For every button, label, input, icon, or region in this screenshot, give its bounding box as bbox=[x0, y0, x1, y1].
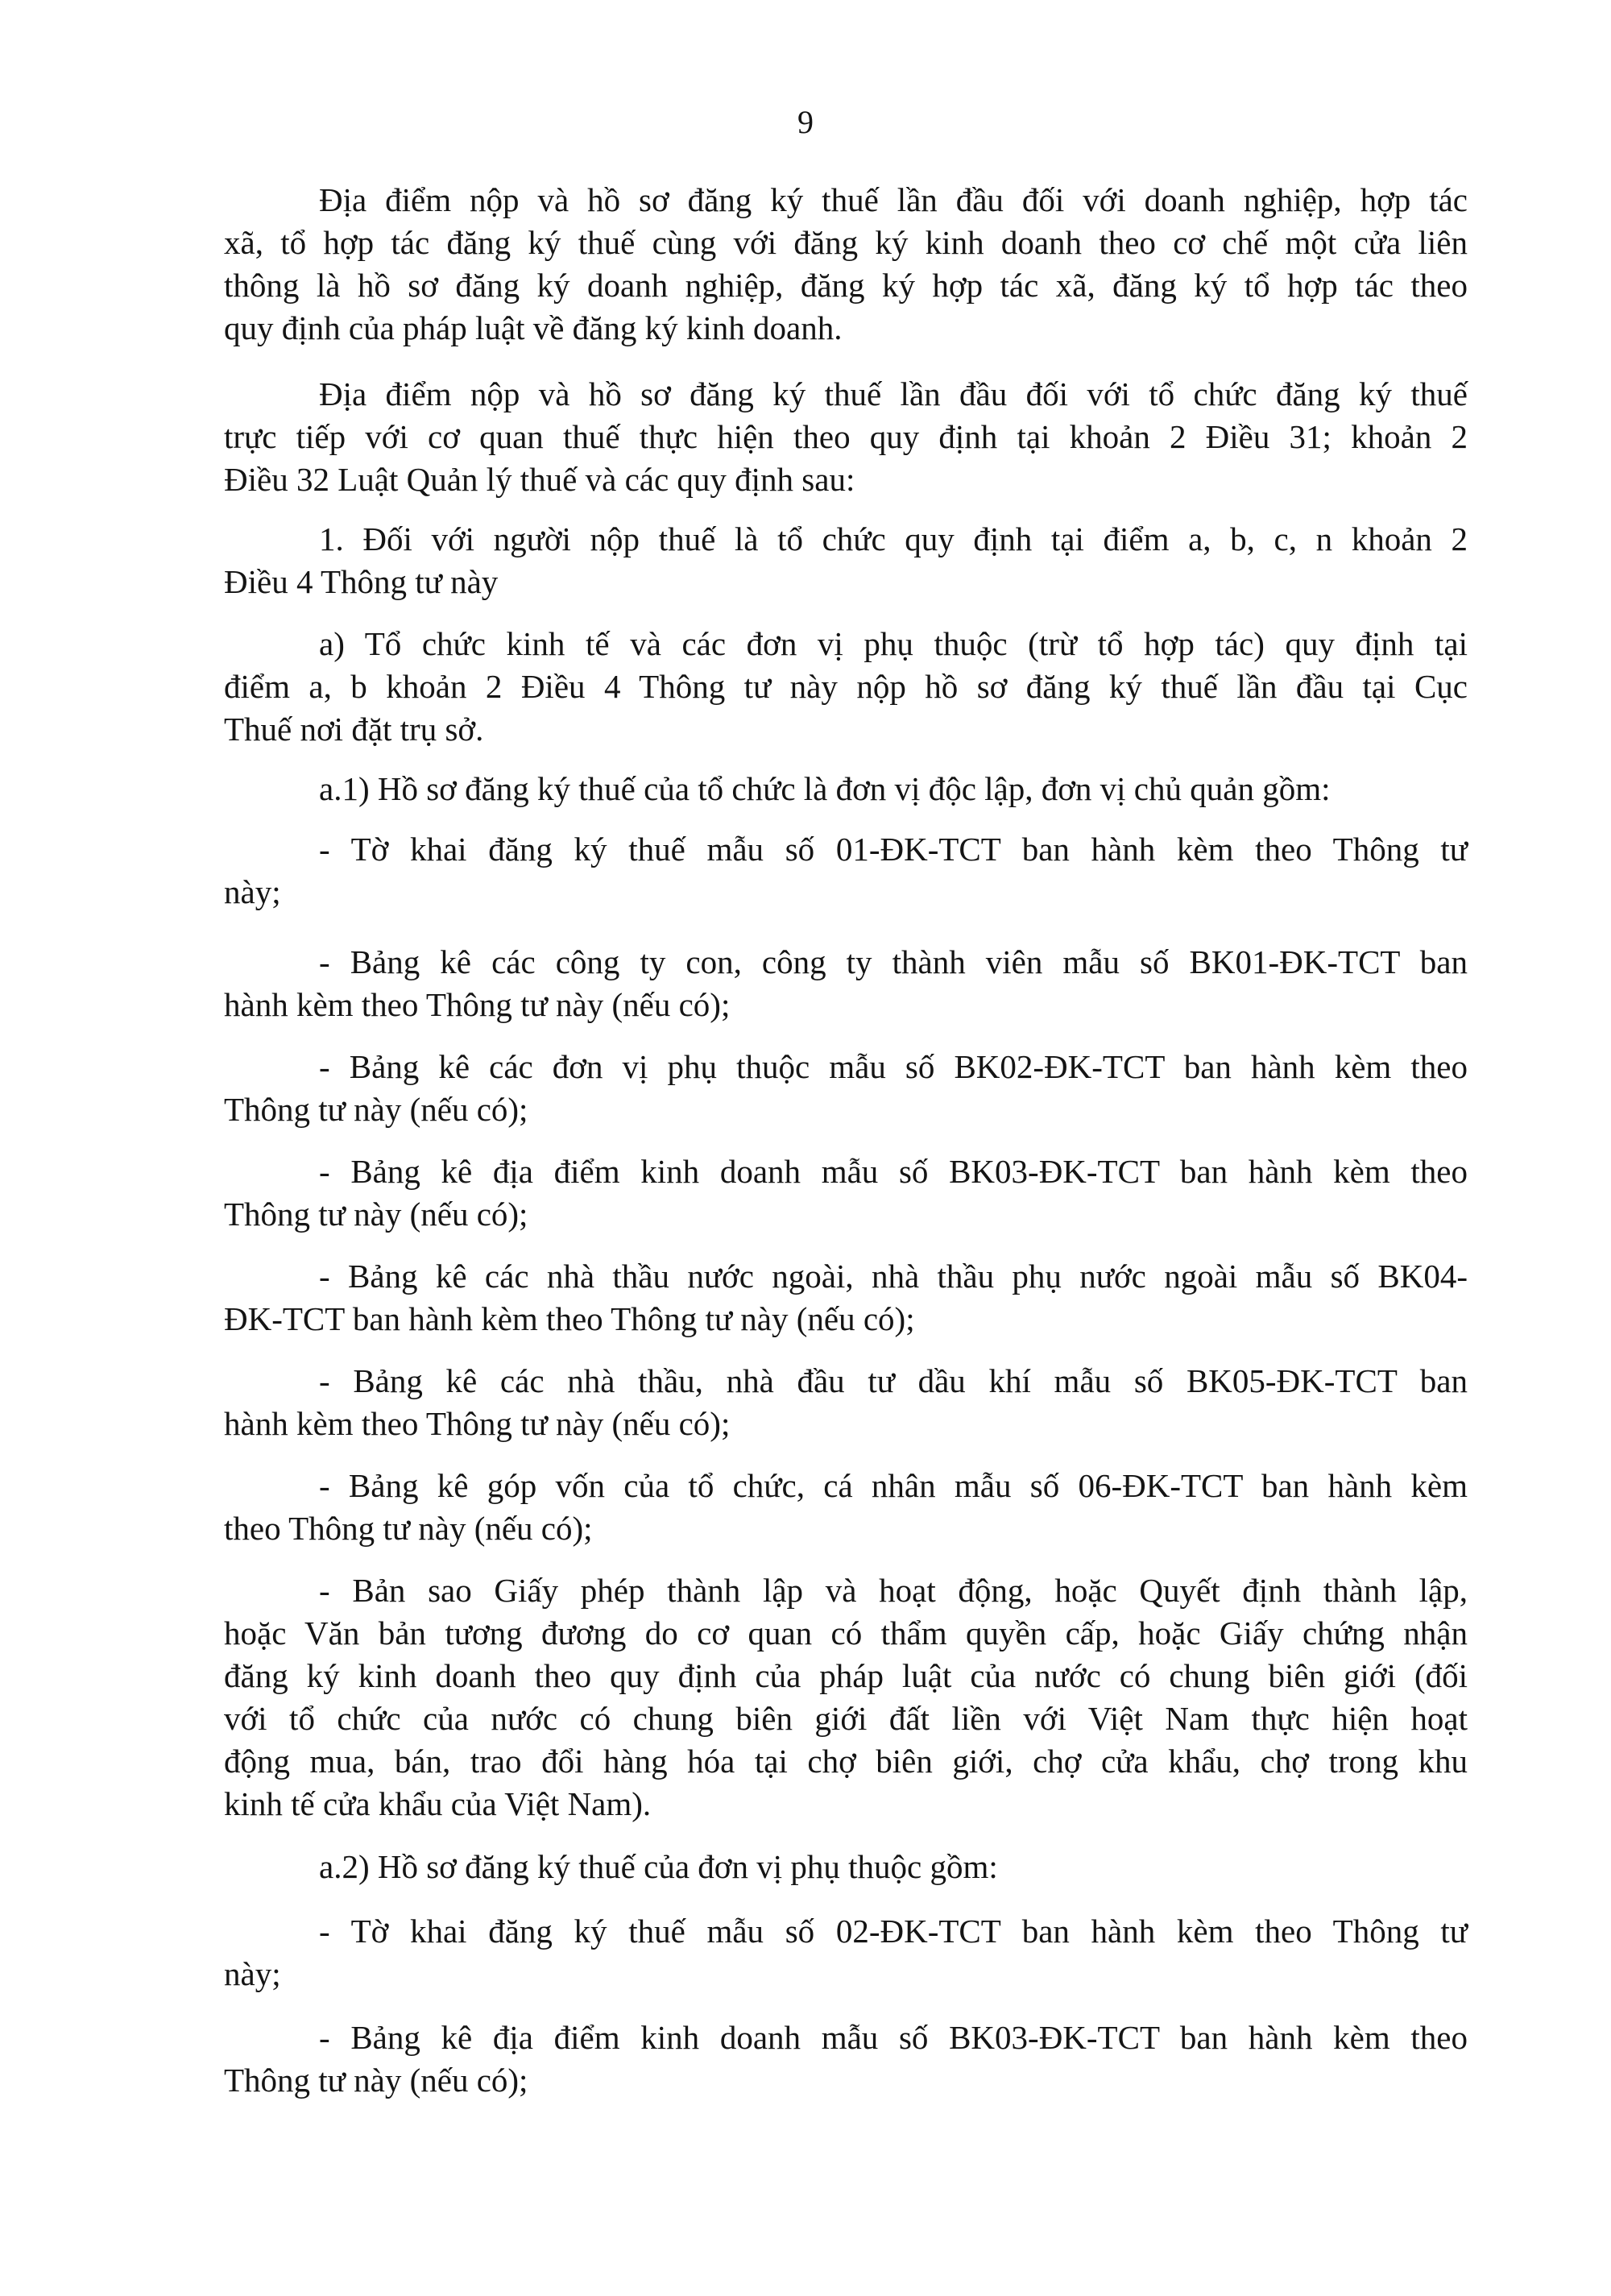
list-item-bk03-a2 bbox=[224, 2016, 1468, 2102]
text-line: a.2) Hồ sơ đăng ký thuế của đơn vị phụ thuộc gồm: bbox=[319, 1848, 998, 1885]
text-line: - Bảng kê góp vốn của tổ chức, cá nhân mẫu số 06-ĐK-TCT ban hành kèm bbox=[319, 1467, 1468, 1504]
text-line: - Bản sao Giấy phép thành lập và hoạt động, hoặc Quyết định thành lập, bbox=[319, 1572, 1468, 1609]
text-line: hành kèm theo Thông tư này (nếu có); bbox=[224, 986, 731, 1023]
text-line: - Bảng kê địa điểm kinh doanh mẫu số BK03-ĐK-TCT ban hành kèm theo bbox=[319, 1153, 1468, 1190]
text-line: - Tờ khai đăng ký thuế mẫu số 02-ĐK-TCT ban hành kèm theo Thông tư bbox=[319, 1913, 1468, 1950]
text-line: - Bảng kê các công ty con, công ty thành viên mẫu số BK01-ĐK-TCT ban bbox=[319, 943, 1468, 980]
section-item-a1 bbox=[224, 768, 1468, 810]
text-line: - Tờ khai đăng ký thuế mẫu số 01-ĐK-TCT ban hành kèm theo Thông tư bbox=[319, 831, 1468, 868]
list-item-bk04 bbox=[224, 1255, 1468, 1341]
text-line: với tổ chức của nước có chung biên giới đất liền với Việt Nam thực hiện hoạt bbox=[224, 1700, 1468, 1737]
text-line: - Bảng kê các nhà thầu, nhà đầu tư dầu khí mẫu số BK05-ĐK-TCT ban bbox=[319, 1362, 1468, 1399]
text-line: - Bảng kê địa điểm kinh doanh mẫu số BK03-ĐK-TCT ban hành kèm theo bbox=[319, 2019, 1468, 2056]
text-line: Thuế nơi đặt trụ sở. bbox=[224, 711, 484, 748]
text-line: Điều 32 Luật Quản lý thuế và các quy định sau: bbox=[224, 461, 855, 498]
text-line: - Bảng kê các nhà thầu nước ngoài, nhà thầu phụ nước ngoài mẫu số BK04- bbox=[319, 1258, 1468, 1295]
text-line: trực tiếp với cơ quan thuế thực hiện theo quy định tại khoản 2 Điều 31; khoản 2 bbox=[224, 418, 1468, 455]
paragraph-intro-1 bbox=[224, 179, 1468, 350]
text-line: kinh tế cửa khẩu của Việt Nam). bbox=[224, 1785, 652, 1822]
text-line: a.1) Hồ sơ đăng ký thuế của tổ chức là đơn vị độc lập, đơn vị chủ quản gồm: bbox=[319, 770, 1331, 807]
section-item-1a bbox=[224, 623, 1468, 751]
text-line: Địa điểm nộp và hồ sơ đăng ký thuế lần đầu đối với tổ chức đăng ký thuế bbox=[319, 375, 1468, 412]
paragraph-intro-2 bbox=[224, 373, 1468, 501]
list-item-bk01 bbox=[224, 941, 1468, 1026]
text-line: này; bbox=[224, 873, 281, 910]
section-item-a2 bbox=[224, 1846, 1468, 1888]
list-item-bk03 bbox=[224, 1150, 1468, 1236]
text-line: Điều 4 Thông tư này bbox=[224, 563, 499, 600]
text-line: động mua, bán, trao đổi hàng hóa tại chợ biên giới, chợ cửa khẩu, chợ trong khu bbox=[224, 1743, 1468, 1780]
text-line: đăng ký kinh doanh theo quy định của pháp luật của nước có chung biên giới (đối bbox=[224, 1657, 1468, 1694]
text-line: 1. Đối với người nộp thuế là tổ chức quy định tại điểm a, b, c, n khoản 2 bbox=[319, 520, 1468, 557]
list-item-form-06 bbox=[224, 1465, 1468, 1550]
list-item-bk05 bbox=[224, 1360, 1468, 1445]
text-line: a) Tổ chức kinh tế và các đơn vị phụ thuộc (trừ tổ hợp tác) quy định tại bbox=[319, 625, 1468, 662]
text-line: hoặc Văn bản tương đương do cơ quan có thẩm quyền cấp, hoặc Giấy chứng nhận bbox=[224, 1614, 1468, 1652]
text-line: điểm a, b khoản 2 Điều 4 Thông tư này nộp hồ sơ đăng ký thuế lần đầu tại Cục bbox=[224, 668, 1468, 705]
text-line: Thông tư này (nếu có); bbox=[224, 2062, 528, 2099]
list-item-form-02 bbox=[224, 1910, 1468, 1996]
text-line: Thông tư này (nếu có); bbox=[224, 1091, 528, 1128]
text-line: này; bbox=[224, 1955, 281, 1992]
text-line: xã, tổ hợp tác đăng ký thuế cùng với đăng ký kinh doanh theo cơ chế một cửa liên bbox=[224, 224, 1468, 261]
list-item-form-01 bbox=[224, 828, 1468, 914]
text-line: - Bảng kê các đơn vị phụ thuộc mẫu số BK02-ĐK-TCT ban hành kèm theo bbox=[319, 1048, 1468, 1085]
text-line: ĐK-TCT ban hành kèm theo Thông tư này (nếu có); bbox=[224, 1300, 915, 1337]
text-line: hành kèm theo Thông tư này (nếu có); bbox=[224, 1405, 731, 1442]
text-line: Địa điểm nộp và hồ sơ đăng ký thuế lần đầu đối với doanh nghiệp, hợp tác bbox=[319, 181, 1468, 218]
list-item-bk02 bbox=[224, 1046, 1468, 1131]
text-line: quy định của pháp luật về đăng ký kinh doanh. bbox=[224, 309, 843, 346]
text-line: theo Thông tư này (nếu có); bbox=[224, 1510, 593, 1547]
page-number: 9 bbox=[797, 104, 814, 140]
text-line: Thông tư này (nếu có); bbox=[224, 1196, 528, 1233]
section-item-1 bbox=[224, 518, 1468, 603]
list-item-license-copy bbox=[224, 1569, 1468, 1826]
text-line: thông là hồ sơ đăng ký doanh nghiệp, đăng ký hợp tác xã, đăng ký tổ hợp tác theo bbox=[224, 267, 1468, 304]
